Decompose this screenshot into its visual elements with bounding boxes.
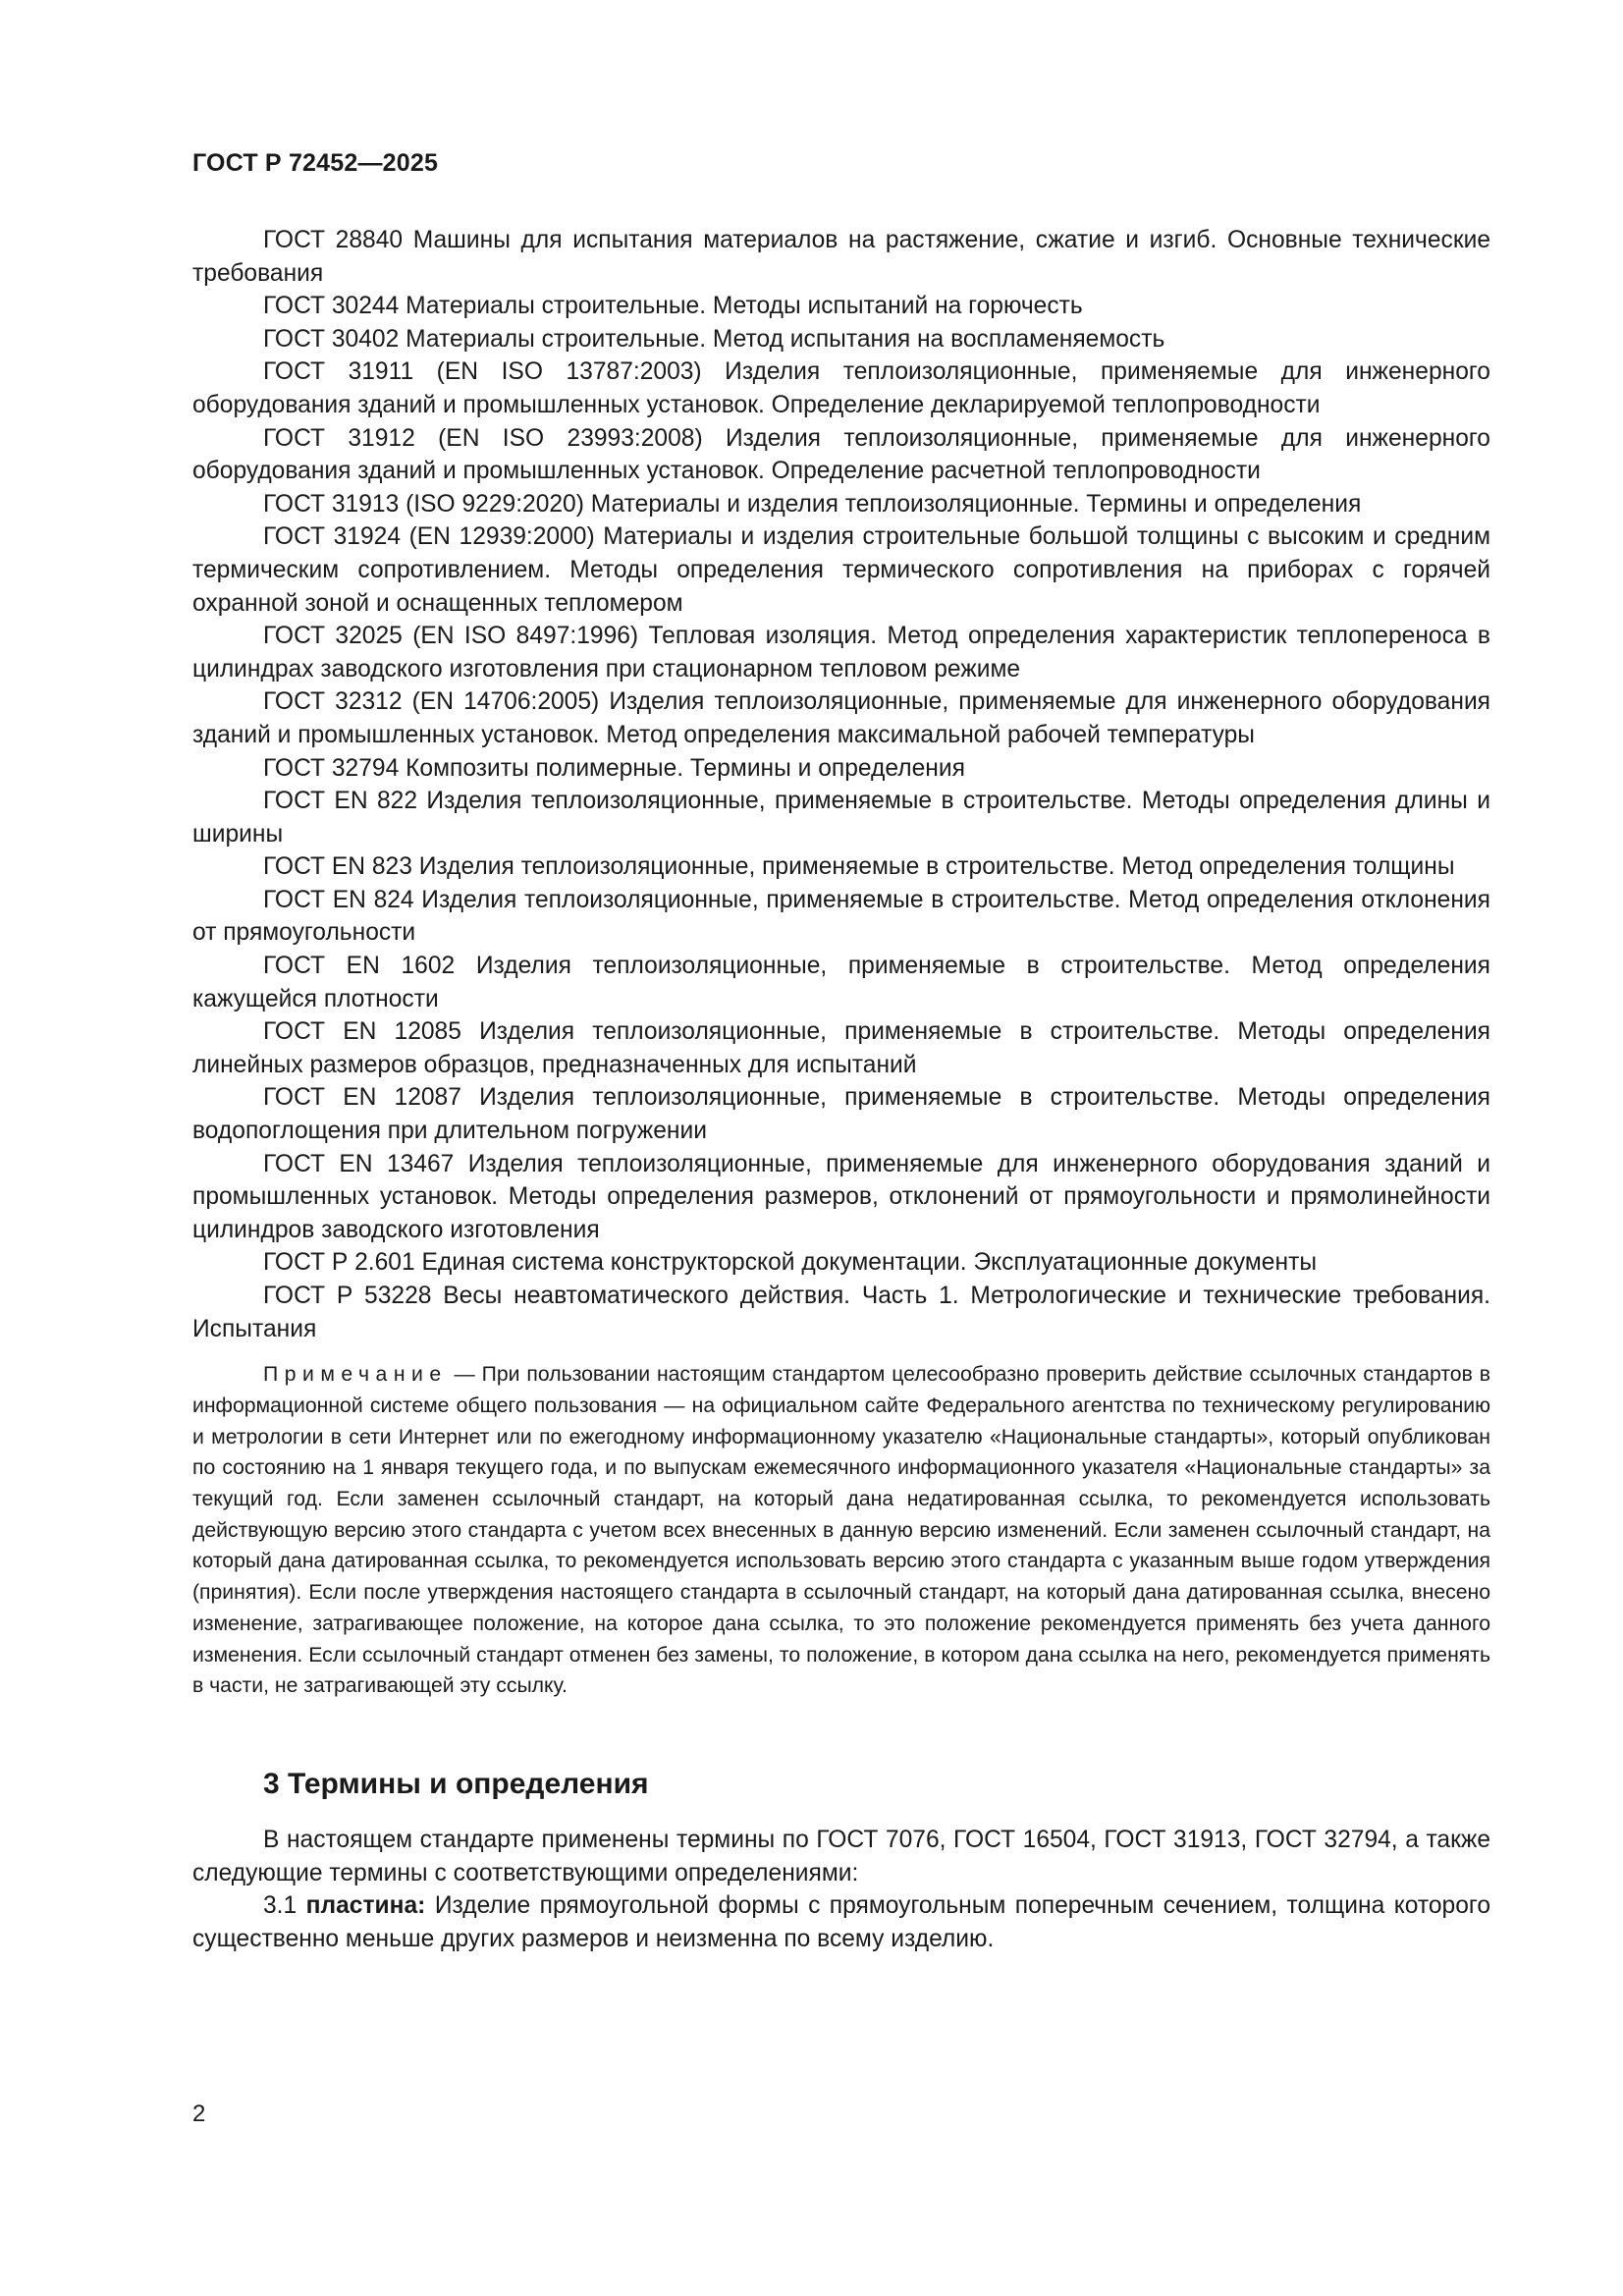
section-intro: В настоящем стандарте применены термины по ГОСТ 7076, ГОСТ 16504, ГОСТ 31913, ГОСТ 32794, а также следующие термины с соответствующими определениями: (192, 1826, 1490, 1886)
term-number: 3.1 (263, 1892, 306, 1920)
document-body (192, 224, 1490, 1955)
reference-item: ГОСТ EN 12085 Изделия теплоизоляционные, применяемые в строительстве. Методы определения линейных размеров образцов, предназначенных для испытаний (192, 1018, 1490, 1078)
reference-item: ГОСТ Р 2.601 Единая система конструкторской документации. Эксплуатационные документы (263, 1249, 1318, 1277)
reference-item: ГОСТ 31912 (EN ISO 23993:2008) Изделия теплоизоляционные, применяемые для инженерного оборудования зданий и промышленных установок. Определение расчетной теплопроводности (192, 424, 1490, 485)
reference-item: ГОСТ 31913 (ISO 9229:2020) Материалы и изделия теплоизоляционные. Термины и определения (263, 490, 1362, 518)
page-number: 2 (192, 2101, 206, 2127)
reference-item: ГОСТ EN 13467 Изделия теплоизоляционные, применяемые для инженерного оборудования зданий и промышленных установок. Методы определения размеров, отклонений от прямоугольности и прямолинейности цилиндров заводского изготовления (192, 1150, 1490, 1243)
note-text: — При пользовании настоящим стандартом целесообразно проверить действие ссылочных стандартов в информационной системе общего пользования — на официальном сайте Федерального агентства по техническому регулированию и метрологии в сети Интернет или по ежегодному информационному указателю «Национальные стандарты», который опубликован по состоянию на 1 января текущего года, и по выпускам ежемесячного информационного указателя «Национальные стандарты» за текущий год. Если заменен ссылочный стандарт, на который дана недатированная ссылка, то рекомендуется использовать действующую версию этого стандарта с учетом всех внесенных в данную версию изменений. Если заменен ссылочный стандарт, на который дана датированная ссылка, то рекомендуется использовать версию этого стандарта с указанным выше годом утверждения (принятия). Если после утверждения настоящего стандарта в ссылочный стандарт, на который дана датированная ссылка, внесено изменение, затрагивающее положение, на которое дана ссылка, то это положение рекомендуется применять без учета данного изменения. Если ссылочный стандарт отменен без замены, то положение, в котором дана ссылка на него, рекомендуется применять в части, не затрагивающей эту ссылку. (192, 1363, 1490, 1698)
reference-item: ГОСТ EN 824 Изделия теплоизоляционные, применяемые в строительстве. Метод определения отклонения от прямоугольности (192, 886, 1490, 947)
normative-references-list (192, 224, 1490, 1345)
reference-item: ГОСТ 28840 Машины для испытания материалов на растяжение, сжатие и изгиб. Основные технические требования (192, 227, 1490, 287)
reference-item: ГОСТ EN 12087 Изделия теплоизоляционные, применяемые в строительстве. Методы определения водопоглощения при длительном погружении (192, 1084, 1490, 1145)
reference-item: ГОСТ Р 53228 Весы неавтоматического действия. Часть 1. Метрологические и технические требования. Испытания (192, 1283, 1490, 1342)
reference-item: ГОСТ EN 823 Изделия теплоизоляционные, применяемые в строительстве. Метод определения толщины (263, 853, 1455, 881)
reference-item: ГОСТ 30402 Материалы строительные. Метод испытания на воспламеняемость (263, 325, 1165, 353)
reference-item: ГОСТ EN 822 Изделия теплоизоляционные, применяемые в строительстве. Методы определения длины и ширины (192, 788, 1490, 847)
section-body (192, 1824, 1490, 1955)
section-heading: 3 Термины и определения (263, 1767, 649, 1800)
reference-item: ГОСТ 31911 (EN ISO 13787:2003) Изделия теплоизоляционные, применяемые для инженерного оборудования зданий и промышленных установок. Определение декларируемой теплопроводности (192, 358, 1490, 418)
note-label: Примечание (263, 1363, 448, 1387)
term-name: пластина: (305, 1892, 426, 1920)
term-text: Изделие прямоугольной формы с прямоугольным поперечным сечением, толщина которого существенно меньше других размеров и неизменна по всему изделию. (192, 1892, 1490, 1952)
reference-item: ГОСТ 31924 (EN 12939:2000) Материалы и изделия строительные большой толщины с высоким и средним термическим сопротивлением. Методы определения термического сопротивления на приборах с горячей охранной зоной и оснащенных тепломером (192, 523, 1490, 617)
document-code-header: ГОСТ Р 72452—2025 (192, 149, 439, 177)
reference-item: ГОСТ 32794 Композиты полимерные. Термины и определения (263, 754, 965, 782)
usage-note (192, 1359, 1490, 1702)
reference-item: ГОСТ 32025 (EN ISO 8497:1996) Тепловая изоляция. Метод определения характеристик теплопереноса в цилиндрах заводского изготовления при стационарном тепловом режиме (192, 623, 1490, 683)
term-definition (192, 1889, 1490, 1955)
reference-item: ГОСТ 32312 (EN 14706:2005) Изделия теплоизоляционные, применяемые для инженерного оборудования зданий и промышленных установок. Метод определения максимальной рабочей температуры (192, 688, 1490, 748)
reference-item: ГОСТ 30244 Материалы строительные. Методы испытаний на горючесть (263, 293, 1083, 320)
reference-item: ГОСТ EN 1602 Изделия теплоизоляционные, применяемые в строительстве. Метод определения кажущейся плотности (192, 953, 1490, 1012)
